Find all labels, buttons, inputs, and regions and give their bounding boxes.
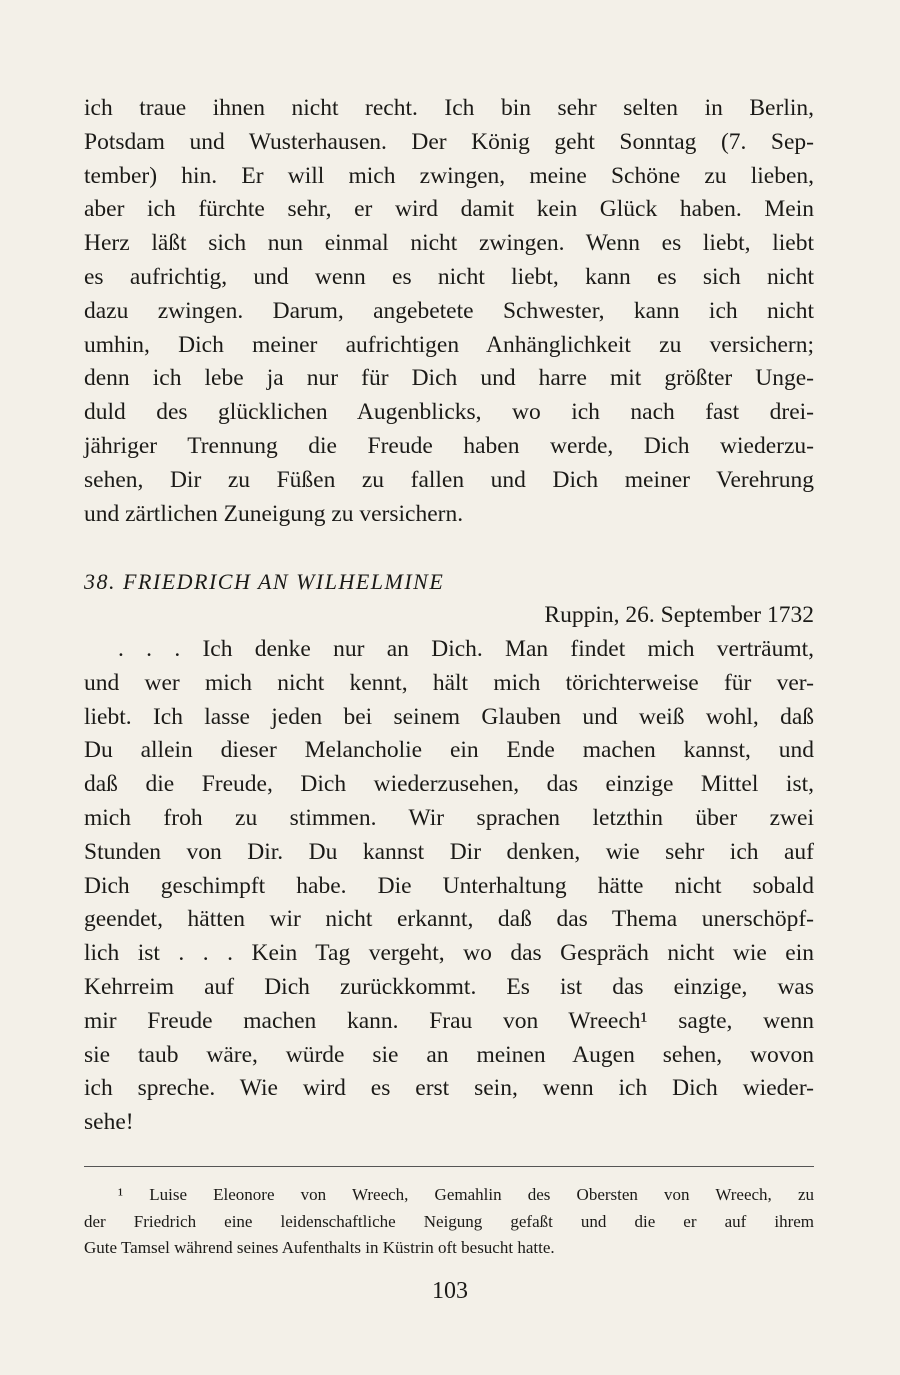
letter-line: . . . Ich denke nur an Dich. Man findet mich verträumt, [118, 635, 814, 662]
letter-line: mir Freude machen kann. Frau von Wreech¹ sagte, wenn [84, 1007, 814, 1034]
footnote-divider [84, 1166, 814, 1167]
body-line: denn ich lebe ja nur für Dich und harre mit größter Unge- [84, 365, 814, 392]
dateline: Ruppin, 26. September 1732 [544, 602, 814, 629]
letter-heading: 38. FRIEDRICH AN WILHELMINE [84, 569, 445, 595]
letter-line: und wer mich nicht kennt, hält mich törichterweise für ver- [84, 669, 814, 696]
letter-line: Kehrreim auf Dich zurückkommt. Es ist das einzige, was [84, 973, 814, 1000]
footnote-line: der Friedrich eine leidenschaftliche Neigung gefaßt und die er auf ihrem [84, 1211, 814, 1231]
letter-line: mich froh zu stimmen. Wir sprachen letzthin über zwei [84, 804, 814, 831]
letter-text [84, 633, 814, 1140]
body-line: Herz läßt sich nun einmal nicht zwingen. Wenn es liebt, liebt [84, 230, 814, 257]
footnote-line: ¹ Luise Eleonore von Wreech, Gemahlin des Obersten von Wreech, zu [118, 1185, 814, 1204]
body-line: tember) hin. Er will mich zwingen, meine Schöne zu lieben, [84, 162, 814, 189]
body-line: umhin, Dich meiner aufrichtigen Anhänglichkeit zu versichern; [84, 331, 814, 358]
body-line: und zärtlichen Zuneigung zu versichern. [84, 500, 464, 527]
body-line: sehen, Dir zu Füßen zu fallen und Dich meiner Verehrung [84, 466, 814, 493]
letter-line: daß die Freude, Dich wiederzusehen, das einzige Mittel ist, [84, 771, 814, 798]
body-line: es aufrichtig, und wenn es nicht liebt, kann es sich nicht [84, 263, 814, 290]
letter-line: geendet, hätten wir nicht erkannt, daß das Thema unerschöpf- [84, 906, 814, 933]
letter-line: ich spreche. Wie wird es erst sein, wenn ich Dich wieder- [84, 1075, 814, 1102]
body-line: dazu zwingen. Darum, angebetete Schwester, kann ich nicht [84, 297, 814, 324]
letter-line: sehe! [84, 1109, 134, 1136]
body-line: aber ich fürchte sehr, er wird damit kein Glück haben. Mein [84, 196, 814, 223]
letter-line: Du allein dieser Melancholie ein Ende machen kannst, und [84, 737, 814, 764]
body-line: jähriger Trennung die Freude haben werde, Dich wiederzu- [84, 432, 814, 459]
letter-line: lich ist . . . Kein Tag vergeht, wo das Gespräch nicht wie ein [84, 940, 814, 967]
letter-line: Stunden von Dir. Du kannst Dir denken, wie sehr ich auf [84, 838, 814, 865]
page-number: 103 [432, 1278, 468, 1304]
footnote-line: Gute Tamsel während seines Aufenthalts in Küstrin oft besucht hatte. [84, 1238, 555, 1257]
body-line: duld des glücklichen Augenblicks, wo ich nach fast drei- [84, 399, 814, 426]
letter-line: liebt. Ich lasse jeden bei seinem Glauben und weiß wohl, daß [84, 703, 814, 730]
page-body [84, 92, 814, 1140]
body-line: Potsdam und Wusterhausen. Der König geht Sonntag (7. Sep- [84, 128, 814, 155]
previous-letter-text [84, 92, 814, 531]
letter-line: sie taub wäre, würde sie an meinen Augen sehen, wovon [84, 1041, 814, 1068]
footnote [84, 1182, 814, 1262]
letter-line: Dich geschimpft habe. Die Unterhaltung hätte nicht sobald [84, 872, 814, 899]
body-line: ich traue ihnen nicht recht. Ich bin sehr selten in Berlin, [84, 95, 814, 121]
